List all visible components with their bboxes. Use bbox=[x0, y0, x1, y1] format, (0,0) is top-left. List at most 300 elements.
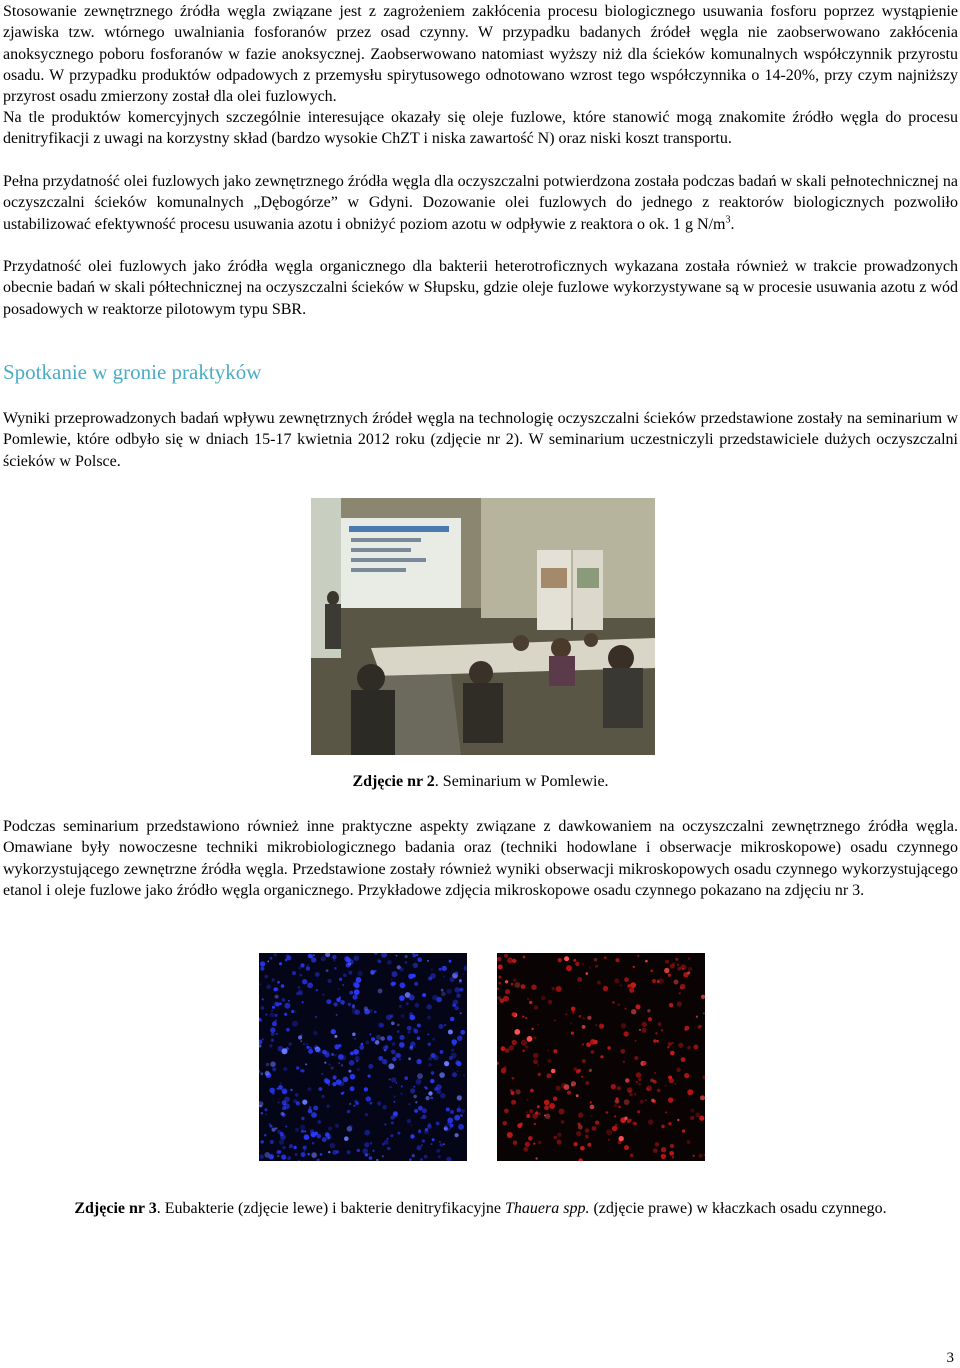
microscopy-speck bbox=[534, 1036, 537, 1039]
microscopy-speck bbox=[618, 1105, 621, 1108]
microscopy-speck bbox=[355, 1056, 360, 1061]
microscopy-speck bbox=[304, 1134, 310, 1140]
microscopy-speck bbox=[334, 1035, 337, 1038]
microscopy-speck bbox=[672, 1156, 674, 1158]
microscopy-speck bbox=[308, 1109, 313, 1114]
microscopy-speck bbox=[385, 1045, 389, 1049]
microscopy-speck bbox=[632, 1121, 636, 1125]
microscopy-speck bbox=[336, 998, 340, 1002]
microscopy-speck bbox=[390, 1134, 393, 1137]
microscopy-speck bbox=[342, 984, 344, 986]
microscopy-speck bbox=[558, 958, 562, 962]
microscopy-speck bbox=[431, 1053, 436, 1058]
microscopy-speck bbox=[368, 1075, 371, 1078]
microscopy-speck bbox=[595, 1024, 597, 1026]
microscopy-speck bbox=[546, 1073, 551, 1078]
microscopy-speck bbox=[457, 1036, 462, 1041]
microscopy-speck bbox=[564, 1084, 570, 1090]
microscopy-speck bbox=[332, 1082, 336, 1086]
microscopy-speck bbox=[460, 988, 464, 992]
microscopy-speck bbox=[661, 1029, 663, 1031]
microscopy-speck bbox=[407, 1119, 411, 1123]
microscopy-speck bbox=[293, 1146, 296, 1149]
microscopy-speck bbox=[511, 983, 514, 986]
microscopy-speck bbox=[434, 1087, 438, 1091]
microscopy-speck bbox=[639, 1029, 641, 1031]
microscopy-speck bbox=[417, 958, 422, 963]
microscopy-speck bbox=[335, 1124, 339, 1128]
microscopy-speck bbox=[449, 960, 452, 963]
microscopy-speck bbox=[271, 1039, 274, 1042]
microscopy-speck bbox=[500, 999, 505, 1004]
microscopy-speck bbox=[415, 1101, 417, 1103]
microscopy-speck bbox=[638, 1083, 640, 1085]
microscopy-speck bbox=[382, 1105, 387, 1110]
microscopy-speck bbox=[333, 1075, 337, 1079]
microscopy-speck bbox=[451, 1049, 454, 1052]
microscopy-speck bbox=[678, 1043, 683, 1048]
microscopy-speck bbox=[636, 1072, 642, 1078]
microscopy-speck bbox=[450, 1017, 455, 1022]
microscopy-speck bbox=[627, 1119, 631, 1123]
microscopy-speck bbox=[410, 1015, 416, 1021]
microscopy-speck bbox=[642, 1061, 646, 1065]
microscopy-speck bbox=[590, 1101, 592, 1103]
microscopy-speck bbox=[382, 1059, 387, 1064]
microscopy-speck bbox=[511, 1100, 516, 1105]
microscopy-speck bbox=[635, 1040, 637, 1042]
microscopy-speck bbox=[642, 1022, 647, 1027]
microscopy-speck bbox=[287, 1156, 291, 1160]
microscopy-speck bbox=[427, 1034, 429, 1036]
microscopy-speck bbox=[414, 1109, 418, 1113]
microscopy-speck bbox=[634, 1093, 636, 1095]
microscopy-speck bbox=[348, 1003, 351, 1006]
microscopy-speck bbox=[399, 1042, 405, 1048]
microscopy-speck bbox=[368, 1153, 370, 1155]
microscopy-speck bbox=[658, 1022, 662, 1026]
microscopy-speck bbox=[607, 1046, 610, 1049]
microscopy-speck bbox=[322, 1050, 327, 1055]
microscopy-speck bbox=[505, 980, 508, 983]
microscopy-speck bbox=[582, 1043, 584, 1045]
microscopy-speck bbox=[504, 1066, 507, 1069]
microscopy-speck bbox=[339, 1081, 345, 1087]
microscopy-speck bbox=[620, 985, 622, 987]
microscopy-speck bbox=[396, 955, 398, 957]
microscopy-speck bbox=[313, 1106, 318, 1111]
microscopy-speck bbox=[515, 982, 521, 988]
microscopy-speck bbox=[634, 1056, 638, 1060]
microscopy-speck bbox=[668, 1076, 672, 1080]
microscopy-speck bbox=[661, 1125, 665, 1129]
microscopy-speck bbox=[638, 1078, 642, 1082]
microscopy-speck bbox=[453, 1000, 459, 1006]
microscopy-speck bbox=[525, 1142, 530, 1147]
microscopy-speck bbox=[308, 954, 312, 958]
paragraph-full-scale-end: . bbox=[730, 215, 735, 233]
microscopy-speck bbox=[505, 989, 510, 994]
microscopy-speck bbox=[428, 1043, 431, 1046]
microscopy-speck bbox=[675, 1083, 677, 1085]
microscopy-speck bbox=[688, 967, 692, 971]
microscopy-speck bbox=[417, 1024, 421, 1028]
microscopy-speck bbox=[349, 1060, 355, 1066]
microscopy-speck bbox=[646, 1085, 652, 1091]
microscopy-speck bbox=[401, 1014, 405, 1018]
microscopy-speck bbox=[444, 1024, 446, 1026]
microscopy-speck bbox=[595, 1121, 599, 1125]
microscopy-speck bbox=[341, 1064, 343, 1066]
microscopy-speck bbox=[391, 1121, 394, 1124]
microscopy-speck bbox=[585, 1081, 589, 1085]
microscopy-speck bbox=[359, 1045, 364, 1050]
microscopy-speck bbox=[586, 1042, 591, 1047]
microscopy-speck bbox=[300, 1040, 302, 1042]
microscopy-speck bbox=[294, 1011, 296, 1013]
microscopy-speck bbox=[538, 1073, 541, 1076]
microscopy-speck bbox=[333, 959, 335, 961]
microscopy-speck bbox=[387, 1147, 391, 1151]
microscopy-speck bbox=[526, 1098, 528, 1100]
microscopy-speck bbox=[458, 1124, 464, 1130]
microscopy-speck bbox=[576, 1131, 581, 1136]
microscopy-speck bbox=[393, 982, 396, 985]
microscopy-speck bbox=[265, 1114, 267, 1116]
microscopy-speck bbox=[306, 1043, 308, 1045]
microscopy-speck bbox=[674, 980, 679, 985]
microscopy-speck bbox=[573, 959, 576, 962]
microscopy-speck bbox=[339, 978, 342, 981]
microscopy-speck bbox=[535, 1157, 537, 1159]
microscopy-speck bbox=[645, 1099, 647, 1101]
microscopy-speck bbox=[278, 1101, 280, 1103]
microscopy-speck bbox=[621, 1023, 626, 1028]
microscopy-speck bbox=[586, 972, 589, 975]
microscopy-speck bbox=[280, 1134, 286, 1140]
microscopy-speck bbox=[690, 1116, 694, 1120]
microscopy-speck bbox=[461, 1109, 465, 1113]
microscopy-speck bbox=[620, 1049, 625, 1054]
microscopy-speck bbox=[354, 989, 360, 995]
microscopy-speck bbox=[277, 981, 280, 984]
microscopy-speck bbox=[399, 967, 404, 972]
microscopy-speck bbox=[278, 1085, 283, 1090]
microscopy-speck bbox=[390, 1086, 392, 1088]
microscopy-speck bbox=[425, 1087, 428, 1090]
microscopy-speck bbox=[346, 963, 351, 968]
microscopy-speck bbox=[544, 1115, 546, 1117]
microscopy-speck bbox=[274, 953, 277, 956]
microscopy-speck bbox=[430, 973, 436, 979]
microscopy-speck bbox=[565, 1013, 567, 1015]
microscopy-speck bbox=[548, 1000, 553, 1005]
microscopy-speck bbox=[334, 1002, 338, 1006]
microscopy-speck bbox=[350, 1086, 355, 1091]
microscopy-speck bbox=[655, 1142, 659, 1146]
microscopy-speck bbox=[670, 1051, 675, 1056]
microscopy-speck bbox=[541, 996, 546, 1001]
microscopy-speck bbox=[676, 1068, 680, 1072]
microscopy-speck bbox=[439, 1072, 445, 1078]
microscopy-speck bbox=[630, 1154, 634, 1158]
microscopy-speck bbox=[394, 1101, 396, 1103]
microscopy-speck bbox=[347, 1110, 351, 1114]
microscopy-speck bbox=[544, 1105, 549, 1110]
microscopy-speck bbox=[520, 1123, 523, 1126]
microscopy-speck bbox=[264, 1134, 266, 1136]
microscopy-speck bbox=[673, 962, 676, 965]
microscopy-speck bbox=[463, 973, 465, 975]
microscopy-speck bbox=[279, 1140, 284, 1145]
microscopy-speck bbox=[270, 1027, 275, 1032]
microscopy-speck bbox=[409, 1158, 412, 1161]
microscopy-speck bbox=[537, 1105, 540, 1108]
microscopy-speck bbox=[625, 1078, 630, 1083]
microscopy-speck bbox=[554, 1136, 557, 1139]
microscopy-speck bbox=[307, 1153, 310, 1156]
microscopy-speck bbox=[350, 1074, 356, 1080]
microscopy-speck bbox=[336, 1150, 339, 1153]
microscopy-speck bbox=[606, 1129, 612, 1135]
microscopy-speck bbox=[426, 1096, 430, 1100]
microscopy-speck bbox=[410, 1134, 414, 1138]
microscopy-speck bbox=[365, 1113, 368, 1116]
microscopy-speck bbox=[630, 982, 636, 988]
microscopy-speck bbox=[614, 978, 619, 983]
microscopy-speck bbox=[440, 1143, 443, 1146]
microscopy-speck bbox=[319, 1087, 323, 1091]
microscopy-speck bbox=[315, 1049, 317, 1051]
microscopy-speck bbox=[414, 982, 418, 986]
microscopy-speck bbox=[699, 1116, 704, 1121]
microscopy-speck bbox=[274, 1014, 277, 1017]
microscopy-speck bbox=[427, 1016, 431, 1020]
microscopy-speck bbox=[414, 1029, 419, 1034]
microscopy-speck bbox=[368, 1064, 373, 1069]
microscopy-speck bbox=[334, 1054, 336, 1056]
microscopy-speck bbox=[343, 1092, 345, 1094]
microscopy-speck bbox=[364, 1006, 368, 1010]
microscopy-speck bbox=[362, 1148, 368, 1154]
microscopy-speck bbox=[267, 961, 269, 963]
microscopy-speck bbox=[298, 1035, 302, 1039]
microscopy-speck bbox=[260, 961, 265, 966]
microscopy-speck bbox=[348, 971, 352, 975]
microscopy-speck bbox=[271, 1010, 273, 1012]
microscopy-speck bbox=[288, 1000, 290, 1002]
microscopy-speck bbox=[281, 1112, 285, 1116]
microscopy-speck bbox=[262, 1038, 264, 1040]
microscopy-speck bbox=[377, 1101, 381, 1105]
microscopy-speck bbox=[322, 994, 324, 996]
microscopy-speck bbox=[328, 1151, 330, 1153]
microscopy-speck bbox=[636, 1004, 641, 1009]
microscopy-speck bbox=[696, 1016, 698, 1018]
microscopy-speck bbox=[513, 978, 517, 982]
microscopy-speck bbox=[374, 1011, 377, 1014]
microscopy-speck bbox=[300, 974, 303, 977]
microscopy-speck bbox=[393, 1111, 398, 1116]
microscopy-speck bbox=[366, 1040, 370, 1044]
microscopy-speck bbox=[343, 973, 347, 977]
microscopy-speck bbox=[537, 1064, 539, 1066]
microscopy-speck bbox=[275, 1020, 278, 1023]
microscopy-speck bbox=[283, 1067, 287, 1071]
microscopy-speck bbox=[381, 1036, 385, 1040]
microscopy-speck bbox=[326, 969, 329, 972]
microscopy-speck bbox=[305, 1063, 307, 1065]
unit-superscript: 3 bbox=[725, 214, 731, 226]
microscopy-speck bbox=[327, 979, 331, 983]
microscopy-speck bbox=[665, 1085, 667, 1087]
microscopy-speck bbox=[648, 1017, 652, 1021]
microscopy-speck bbox=[321, 959, 323, 961]
microscopy-speck bbox=[427, 960, 429, 962]
microscopy-speck bbox=[679, 992, 681, 994]
microscopy-speck bbox=[637, 955, 639, 957]
microscopy-speck bbox=[521, 984, 526, 989]
microscopy-speck bbox=[416, 1079, 422, 1085]
microscopy-speck bbox=[444, 1061, 449, 1066]
microscopy-speck bbox=[460, 1012, 462, 1014]
microscopy-speck bbox=[685, 1029, 687, 1031]
microscopy-speck bbox=[623, 1031, 628, 1036]
microscopy-speck bbox=[387, 1035, 393, 1041]
microscopy-speck bbox=[302, 1070, 305, 1073]
microscopy-speck bbox=[582, 1059, 586, 1063]
microscopy-speck bbox=[349, 1125, 353, 1129]
microscopy-speck bbox=[637, 1110, 640, 1113]
microscopy-speck bbox=[282, 998, 286, 1002]
microscopy-speck bbox=[284, 1103, 290, 1109]
microscopy-speck bbox=[585, 1128, 589, 1132]
microscopy-speck bbox=[311, 957, 316, 962]
microscopy-speck bbox=[547, 1059, 551, 1063]
microscopy-speck bbox=[525, 1017, 527, 1019]
microscopy-speck bbox=[260, 983, 262, 985]
microscopy-speck bbox=[315, 972, 320, 977]
microscopy-speck bbox=[399, 1005, 402, 1008]
microscopy-speck bbox=[700, 1095, 705, 1100]
microscopy-speck bbox=[277, 1088, 279, 1090]
microscopy-speck bbox=[259, 1154, 264, 1159]
microscopy-speck bbox=[440, 1050, 444, 1054]
microscopy-speck bbox=[527, 1036, 533, 1042]
microscopy-speck bbox=[260, 1072, 263, 1075]
microscopy-speck bbox=[585, 1135, 589, 1139]
microscopy-speck bbox=[364, 1130, 370, 1136]
microscopy-speck bbox=[393, 1095, 396, 1098]
microscopy-speck bbox=[703, 1013, 705, 1015]
microscopy-speck bbox=[688, 958, 690, 960]
microscopy-speck bbox=[289, 1042, 292, 1045]
microscopy-speck bbox=[271, 1032, 275, 1036]
species-name: Thauera spp. bbox=[504, 1200, 590, 1217]
microscopy-speck bbox=[415, 1003, 420, 1008]
microscopy-speck bbox=[531, 1028, 533, 1030]
microscopy-speck bbox=[668, 1042, 672, 1046]
microscopy-speck bbox=[280, 1082, 282, 1084]
microscopy-speck bbox=[507, 1132, 513, 1138]
microscopy-speck bbox=[292, 1021, 298, 1027]
microscopy-speck bbox=[534, 1123, 536, 1125]
microscopy-speck bbox=[456, 994, 460, 998]
microscopy-speck bbox=[693, 1045, 698, 1050]
microscopy-speck bbox=[440, 1093, 446, 1099]
microscopy-speck bbox=[399, 995, 405, 1001]
microscopy-speck bbox=[266, 1075, 269, 1078]
microscopy-speck bbox=[665, 1111, 667, 1113]
microscopy-speck bbox=[645, 960, 648, 963]
microscopy-speck bbox=[422, 1139, 425, 1142]
microscopy-speck bbox=[669, 1003, 673, 1007]
microscopy-speck bbox=[422, 1115, 427, 1120]
microscopy-speck bbox=[400, 1093, 403, 1096]
microscopy-speck bbox=[392, 1057, 396, 1061]
microscopy-speck bbox=[583, 1017, 585, 1019]
microscopy-speck bbox=[391, 1077, 396, 1082]
microscopy-speck bbox=[301, 1130, 304, 1133]
microscopy-speck bbox=[498, 982, 501, 985]
microscopy-speck bbox=[512, 1012, 517, 1017]
photo-2-text: . Seminarium w Pomlewie. bbox=[434, 773, 609, 790]
microscopy-speck bbox=[281, 1154, 286, 1159]
microscopy-speck bbox=[349, 1103, 351, 1105]
photo-3-text-b: (zdjęcie prawe) w kłaczkach osadu czynnego. bbox=[589, 1200, 887, 1217]
microscopy-speck bbox=[509, 1045, 514, 1050]
microscopy-speck bbox=[282, 1146, 285, 1149]
microscopy-speck bbox=[530, 1089, 534, 1093]
microscopy-speck bbox=[559, 1109, 565, 1115]
microscopy-thauera-photo bbox=[497, 953, 705, 1161]
microscopy-speck bbox=[642, 1028, 647, 1033]
microscopy-speck bbox=[457, 1061, 462, 1066]
microscopy-speck bbox=[449, 1123, 453, 1127]
microscopy-speck bbox=[580, 1146, 585, 1151]
photo-3-label: Zdjęcie nr 3 bbox=[74, 1200, 157, 1217]
microscopy-speck bbox=[296, 992, 299, 995]
microscopy-speck bbox=[307, 982, 313, 988]
microscopy-speck bbox=[292, 971, 296, 975]
photo-3-caption bbox=[3, 1200, 958, 1218]
microscopy-speck bbox=[427, 1124, 432, 1129]
microscopy-speck bbox=[404, 1076, 408, 1080]
microscopy-speck bbox=[441, 992, 446, 997]
microscopy-speck bbox=[272, 1006, 275, 1009]
microscopy-speck bbox=[677, 1002, 682, 1007]
microscopy-speck bbox=[265, 1108, 268, 1111]
microscopy-speck bbox=[366, 1096, 371, 1101]
page-number: 3 bbox=[946, 1350, 954, 1366]
microscopy-speck bbox=[325, 1079, 330, 1084]
microscopy-speck bbox=[384, 1123, 386, 1125]
microscopy-speck bbox=[431, 1143, 433, 1145]
microscopy-speck bbox=[556, 986, 562, 992]
microscopy-speck bbox=[445, 1128, 449, 1132]
microscopy-speck bbox=[578, 1069, 581, 1072]
microscopy-speck bbox=[382, 1155, 384, 1157]
microscopy-speck bbox=[529, 1001, 532, 1004]
microscopy-speck bbox=[653, 1148, 658, 1153]
microscopy-speck bbox=[353, 1049, 359, 1055]
microscopy-speck bbox=[399, 1058, 402, 1061]
section-heading: Spotkanie w gronie praktyków bbox=[3, 360, 262, 384]
microscopy-speck bbox=[269, 1088, 275, 1094]
microscopy-speck bbox=[695, 1113, 700, 1118]
microscopy-speck bbox=[629, 1093, 633, 1097]
microscopy-speck bbox=[681, 1057, 686, 1062]
